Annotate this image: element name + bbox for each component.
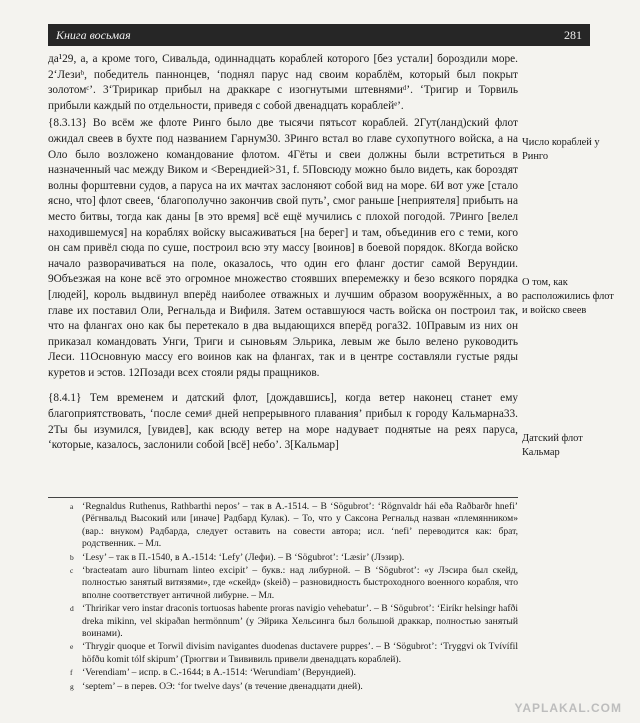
footnote: e ‘Thrygir quoque et Torwil divisim navigantes duodenas ductavere puppes’. – В ‘Sögubrot’: ‘Tryggvi ok Tvívífil höfðu komit tólf skipum’ (Трюггви и Твививиль привели двенадцать кораблей). [70, 641, 518, 665]
margin-note-danish-fleet: Датский флот Кальмар [522, 433, 583, 458]
footnote: c ‘bracteatam auro liburnam linteo excipit’ – букв.: над либурной. – В ‘Sögubrot’: «у Лэсира был скейд, полностью занятый витязями», где «скейд» (skeið) – разновидность быстроходного военного корабля, что вполне соответствует античной либурне. – Мл. [70, 565, 518, 601]
footnote: b ‘Lesy’ – так в П.-1540, в A.-1514: ‘Lefy’ (Лефи). – В ‘Sögubrot’: ‘Læsir’ (Лэзир). [70, 551, 405, 563]
footnotes [48, 497, 518, 694]
margin-note-ship-count: Число кораблей у Ринго [522, 137, 600, 162]
footnote: f ‘Verendiam’ – испр. в С.-1644; в A.-1514: ‘Werundiam’ (Верундией). [70, 667, 356, 679]
footnote: g ‘septem’ – в перев. ОЭ: ‘for twelve days’ (в течение двенадцати дней). [70, 680, 363, 692]
footnote: a ‘Regnaldus Ruthenus, Rathbarthi nepos’ – так в A.-1514. – В ‘Sögubrot’: ‘Rögnvaldr hái eða Raðbarðr hnefi’ (Рёгнвальд Высокий или [иначе] Радбард Кулак). – То, что у Саксона Регнальд назван «племянником» (вар.: внуком) Радбарда, следует оставить на совести автора; исл. ‘nefi’ переводится как: брат, родственник. – Мл. [70, 501, 518, 550]
running-header [48, 24, 590, 46]
main-text [48, 52, 518, 454]
paragraph-8-3-13: {8.3.13} Во всём же флоте Ринго было две тысячи пятьсот кораблей. 2Гут(ланд)ский флот ожидал свеев в бухте под названием Гарнум30. 3Ринго встал во главе сухопутного войска, а на Оло было возложено командование флотом. 4Гёты и свеи должны были встретиться в назначенный час между Виком и <Верендией>31, f. 5Повсюду можно было видеть, как бороздят волны форштевни судов, а паруса на их мачтах заслоняют собой вид на море. 6И вот уже [стало ясно, что] флот свеев, ‘благополучно закончив свой путь’, смог раньше [неприятеля] прибыть на место битвы, тогда как даны [в это время] всё ещё мучились с плохой погодой. 7Ринго [велел находившемуся] на кораблях войску высаживаться [на берег] и там, объединив его с теми, кого он сам привёл сюда по суше, построил всю эту массу [воинов] в боевой порядок. 8Когда войско начало разворачиваться на поле, оказалось, что один его фланг достиг самой Верундии. 9Объезжая на коне всё это огромное множество стоявших вперемежку и безо всякого порядка [людей], король выдвинул вперёд наиболее отважных и лучшим образом вооружённых, а во главе их поставил Оли, Регнальда и Вифиля. Затем оставшуюся часть войска он построил так, что на флангах оно как бы перетекало в два выдающихся вперёд рога32. 10Правым из них он приказал командовать Унги, Триги и сыновьям Эльрика, левым же было велено руководить Леси. 11Основную массу его воинов как на флангах, так и в центре составляли густые ряды куретов и эстов. 12Позади всех стояли ряды пращников. [48, 117, 518, 379]
margin-note-swedish-army: О том, как расположились флот и войско свеев [522, 277, 614, 316]
page-number: 281 [564, 27, 582, 42]
site-watermark: YAPLAKAL.COM [514, 701, 622, 715]
paragraph-8-4-1: {8.4.1} Тем временем и датский флот, [дождавшись], когда ветер наконец станет ему благоприятствовать, ‘после семиᵍ дней непрерывного плавания’ прибыл к городу Кальмарна33. 2Ты бы изумился, [увидев], как всюду ветер на море надувает поднятые на реях паруса, ‘которые, казалось, заслонили собой [всё] небо’. 3[Кальмар] [48, 392, 518, 452]
paragraph-continuation: да¹29, a, а кроме того, Сивальда, одиннадцать кораблей которого [без устали] бороздили море. 2‘Лезиᵇ, победитель паннонцев, ‘поднял парус над своим кораблём, который был покрыт золотомᶜ’. 3‘Тририкар прибыл на драккаре с изогнутыми штевнямиᵈ’. ‘Тригир и Торвиль прибыли каждый по отдельности, приведя с собой двенадцать кораблейᵉ’. [48, 53, 518, 112]
header-title: Книга восьмая [56, 27, 131, 42]
footnote: d ‘Thririkar vero instar draconis tortuosas habente proras navigio vehebatur’. – В ‘Sögubrot’: ‘Eiríkr helsingr hafði dreka mikinn, vel skipaðan hermönnum’ (у Эйрика Хельсинга был большой драккар, полностью занятый воинами). [70, 603, 518, 640]
